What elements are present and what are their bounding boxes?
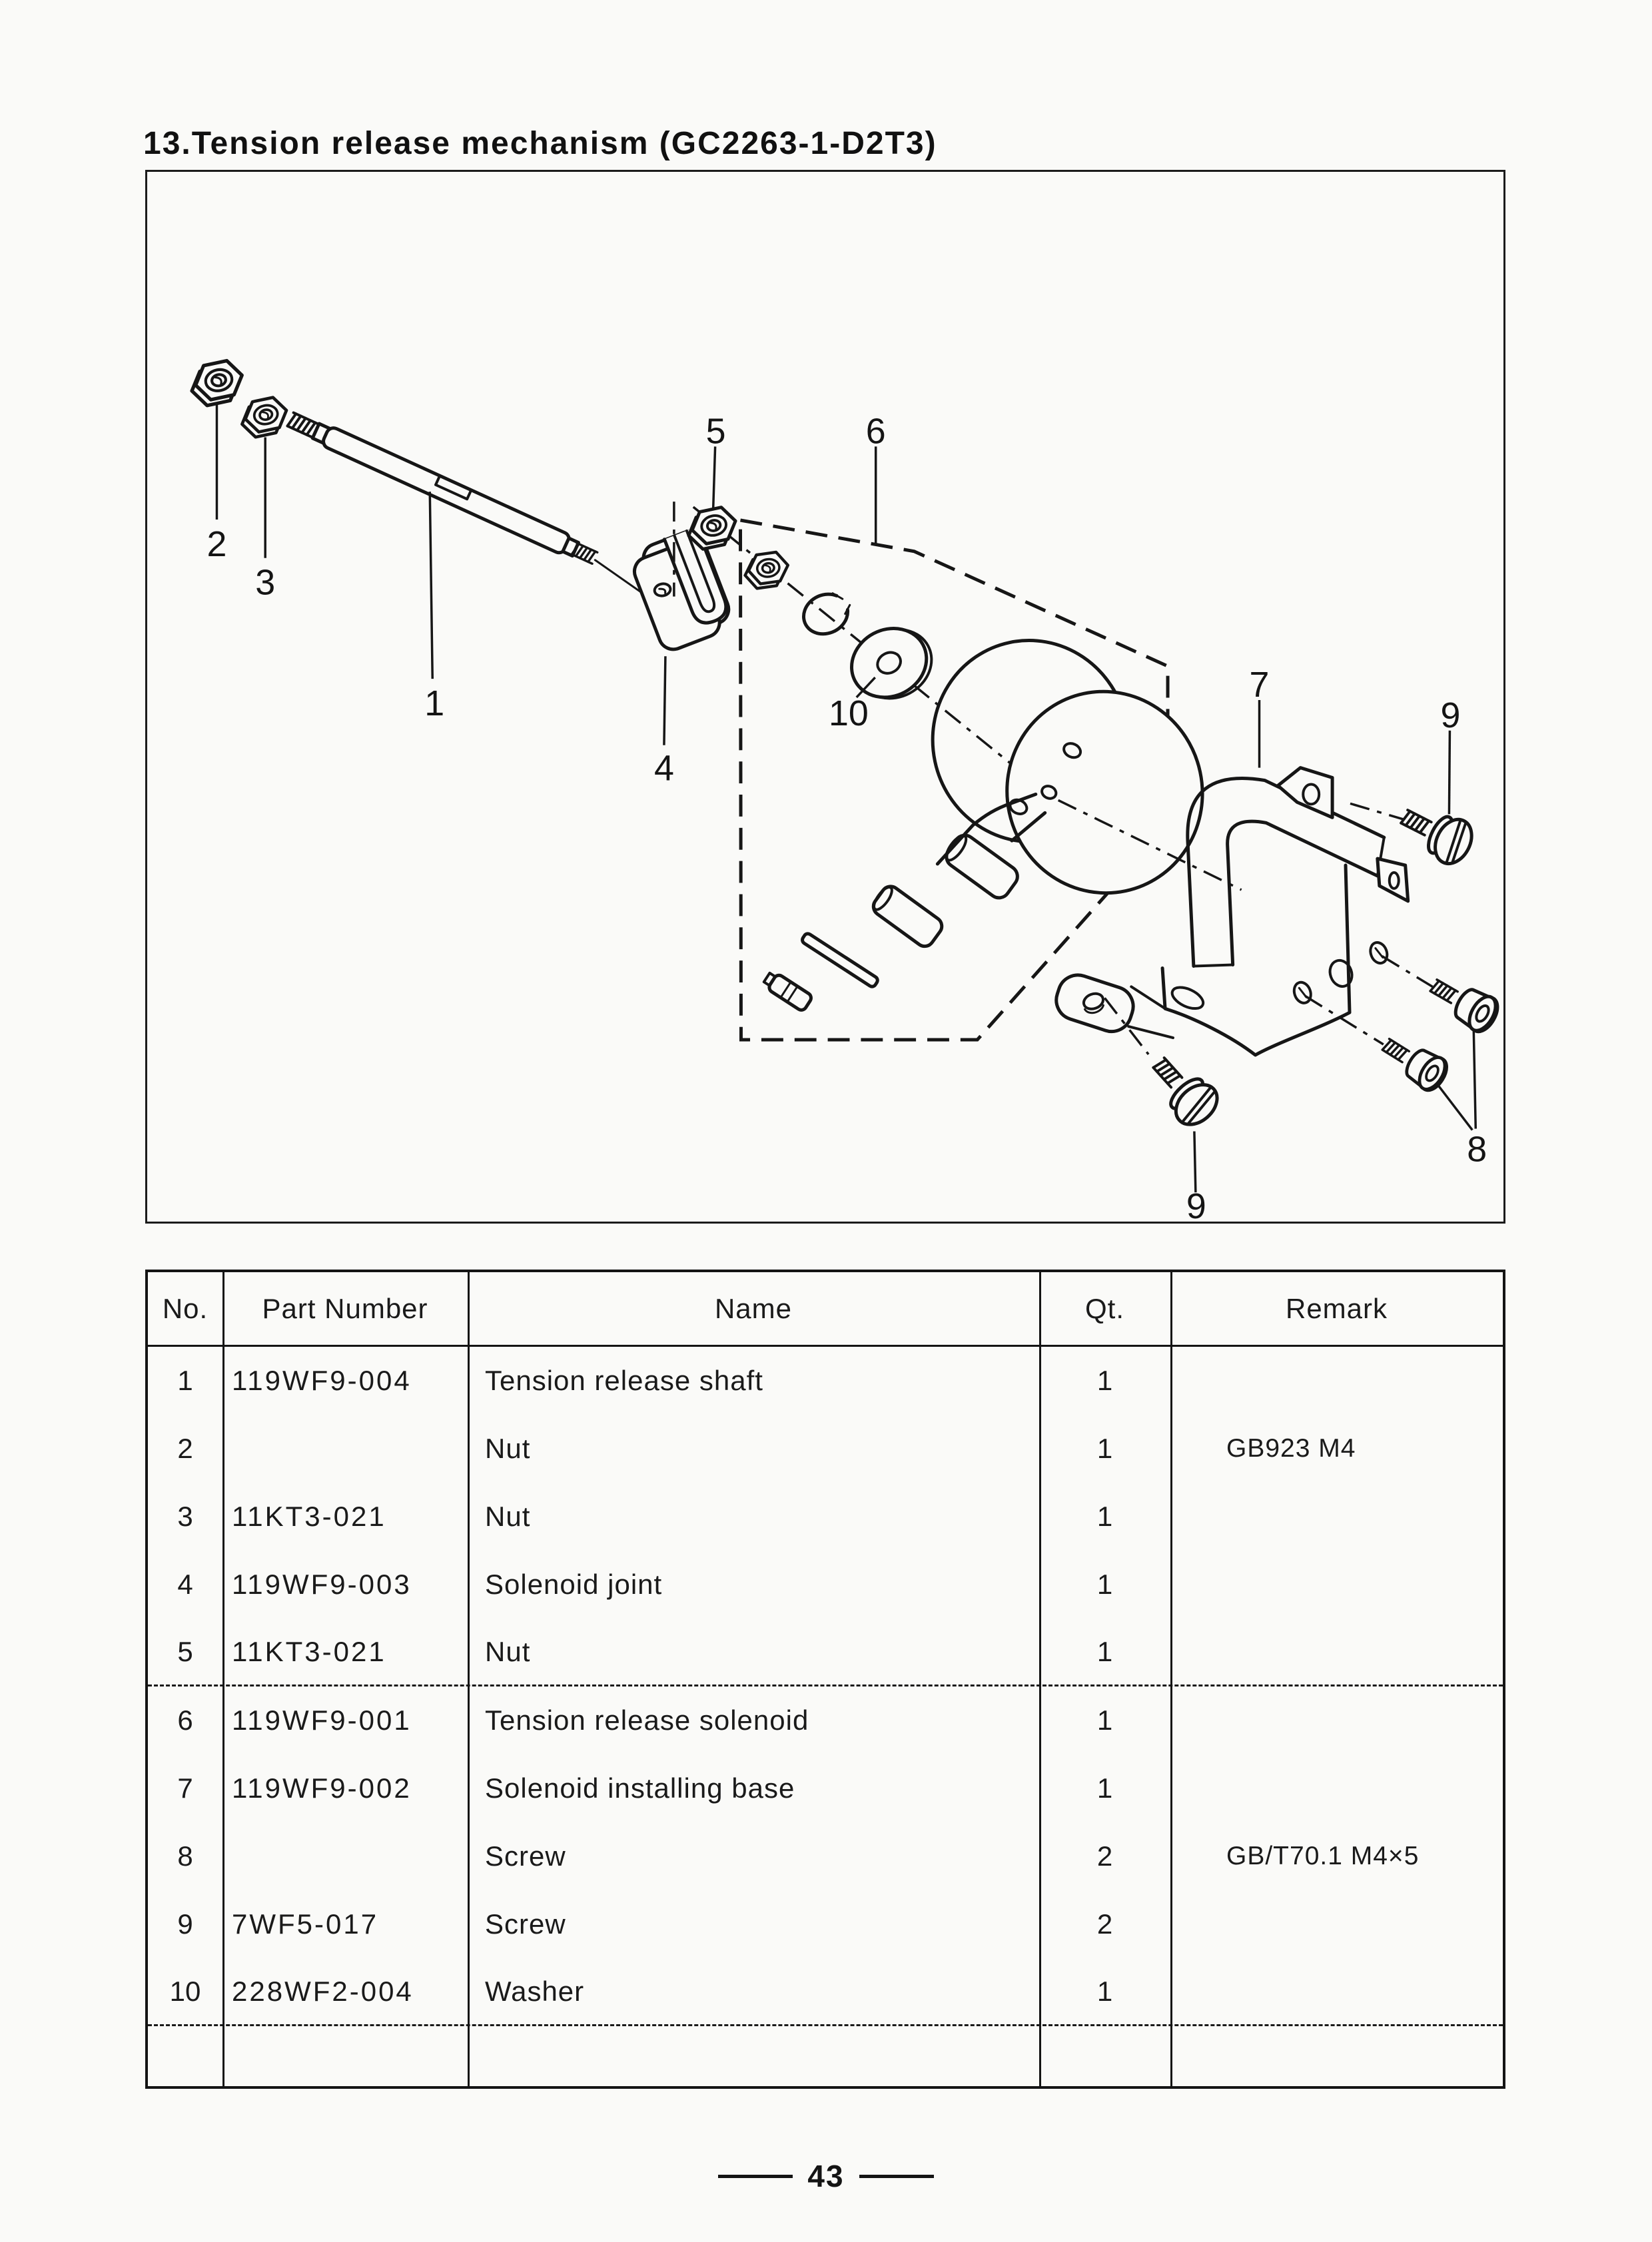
part-lock-washer <box>797 585 857 641</box>
part-screw-9b <box>1142 1047 1225 1132</box>
cell-name: Tension release solenoid <box>485 1704 809 1736</box>
cell-name: Screw <box>485 1908 566 1940</box>
column-divider <box>222 1272 224 2086</box>
column-divider <box>1039 1272 1041 2086</box>
cell-qty: 2 <box>1096 1840 1113 1872</box>
cell-part_number: 119WF9-003 <box>232 1569 412 1600</box>
part-nut-solenoid <box>743 551 791 590</box>
cell-remark: GB923 M4 <box>1226 1434 1356 1463</box>
part-tension-release-shaft <box>286 410 599 567</box>
page-title: 13.Tension release mechanism (GC2263-1-D2T3) <box>143 126 937 161</box>
cell-no: 2 <box>177 1433 193 1464</box>
cell-no: 6 <box>177 1704 193 1736</box>
callout-10: 10 <box>828 693 869 733</box>
cell-no: 5 <box>177 1635 193 1667</box>
footer-dash-right <box>859 2175 934 2178</box>
column-header: Name <box>714 1292 793 1324</box>
cell-no: 7 <box>177 1772 193 1804</box>
cell-name: Nut <box>485 1635 531 1667</box>
cell-no: 4 <box>177 1569 193 1600</box>
table-row <box>148 1347 1503 1415</box>
cell-no: 10 <box>169 1975 201 2007</box>
cell-qty: 1 <box>1096 1433 1113 1464</box>
column-header: Remark <box>1285 1292 1388 1324</box>
callout-8: 8 <box>1467 1129 1487 1170</box>
callout-6: 6 <box>865 411 886 452</box>
cell-remark: GB/T70.1 M4×5 <box>1226 1842 1420 1870</box>
callout-2: 2 <box>206 524 227 564</box>
page-footer <box>0 2158 1652 2194</box>
cell-no: 3 <box>177 1501 193 1532</box>
page-number: 43 <box>807 2159 845 2193</box>
table-row <box>148 1551 1503 1619</box>
cell-name: Tension release shaft <box>485 1365 763 1396</box>
cell-qty: 1 <box>1096 1772 1113 1804</box>
cell-qty: 1 <box>1096 1501 1113 1532</box>
column-divider <box>468 1272 470 2086</box>
cell-no: 1 <box>177 1365 193 1396</box>
cell-qty: 1 <box>1096 1975 1113 2007</box>
callout-9a: 9 <box>1440 695 1461 735</box>
table-row <box>148 1754 1503 1822</box>
callout-3: 3 <box>255 562 276 603</box>
cell-part_number: 119WF9-001 <box>232 1704 412 1736</box>
part-tension-release-solenoid <box>762 622 1242 1012</box>
parts-table <box>145 1270 1505 2089</box>
cell-part_number: 228WF2-004 <box>232 1975 414 2007</box>
part-nut-2 <box>187 358 246 408</box>
cell-part_number: 7WF5-017 <box>232 1908 379 1940</box>
cell-qty: 1 <box>1096 1365 1113 1396</box>
table-row <box>148 1822 1503 1890</box>
cell-part_number: 119WF9-004 <box>232 1365 412 1396</box>
cell-part_number: 119WF9-002 <box>232 1772 412 1804</box>
part-screw-8b <box>1376 1029 1451 1094</box>
table-row <box>148 1483 1503 1551</box>
cell-name: Washer <box>485 1975 585 2007</box>
table-body <box>148 1347 1503 2026</box>
cell-qty: 1 <box>1096 1635 1113 1667</box>
cell-name: Nut <box>485 1501 531 1532</box>
column-header: Qt. <box>1084 1292 1124 1324</box>
column-header: Part Number <box>262 1292 428 1324</box>
callout-5: 5 <box>705 411 726 452</box>
callout-4: 4 <box>653 748 674 789</box>
cell-qty: 1 <box>1096 1704 1113 1736</box>
cell-part_number: 11KT3-021 <box>232 1635 386 1667</box>
cell-no: 9 <box>177 1908 193 1940</box>
callout-1: 1 <box>424 683 445 723</box>
table-row <box>148 1619 1503 1686</box>
cell-name: Nut <box>485 1433 531 1464</box>
cell-no: 8 <box>177 1840 193 1872</box>
part-screw-8a <box>1424 969 1503 1036</box>
callout-7: 7 <box>1249 665 1270 705</box>
cell-part_number: 11KT3-021 <box>232 1501 386 1532</box>
column-header: No. <box>162 1292 208 1324</box>
cell-qty: 2 <box>1096 1908 1113 1940</box>
cell-qty: 1 <box>1096 1569 1113 1600</box>
part-nut-3 <box>238 395 290 439</box>
exploded-diagram <box>147 172 1503 1222</box>
table-row <box>148 1958 1503 2026</box>
cell-name: Solenoid installing base <box>485 1772 795 1804</box>
column-divider <box>1170 1272 1172 2086</box>
table-header-row <box>148 1272 1503 1347</box>
cell-name: Solenoid joint <box>485 1569 663 1600</box>
part-screw-9a <box>1394 796 1479 870</box>
table-row <box>148 1890 1503 1958</box>
table-row <box>148 1686 1503 1754</box>
footer-dash-left <box>718 2175 793 2178</box>
cell-name: Screw <box>485 1840 566 1872</box>
table-row <box>148 1415 1503 1483</box>
exploded-diagram-frame <box>145 170 1505 1224</box>
callout-9b: 9 <box>1186 1186 1206 1222</box>
